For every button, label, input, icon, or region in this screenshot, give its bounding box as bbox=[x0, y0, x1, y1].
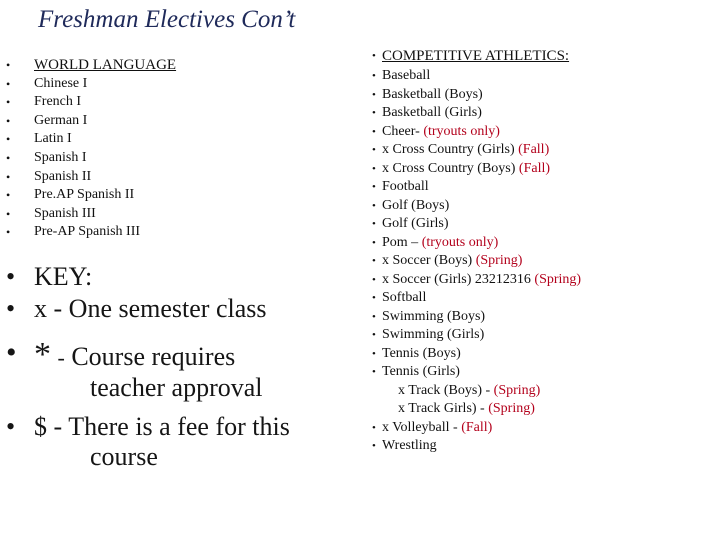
athletics-item: x Track Girls) - (Spring) bbox=[398, 401, 535, 416]
athletics-item: • x Soccer (Boys) (Spring) bbox=[372, 252, 581, 271]
athletics-item: • Tennis (Boys) bbox=[372, 345, 581, 364]
language-item: • Spanish II bbox=[6, 168, 176, 187]
key-fee-text: There is a fee for this bbox=[68, 412, 290, 441]
language-item: • Spanish I bbox=[6, 149, 176, 168]
athletics-note: (Fall) bbox=[461, 419, 493, 435]
key-star-text: Course requires bbox=[71, 342, 236, 371]
key-star-text-continued: teacher approval bbox=[90, 373, 263, 402]
athletics-note: (Fall) bbox=[518, 160, 551, 176]
bullet-icon: • bbox=[6, 336, 17, 369]
page-title: Freshman Electives Con’t bbox=[38, 6, 296, 33]
athletics-item: • Football bbox=[372, 178, 581, 197]
world-language-heading: • WORLD LANGUAGE bbox=[6, 56, 176, 75]
language-item: • Pre-AP Spanish III bbox=[6, 223, 176, 242]
key-title-row bbox=[6, 262, 346, 294]
athletics-item: • Basketball (Girls) bbox=[372, 104, 581, 123]
athletics-note: (Spring) bbox=[475, 253, 523, 268]
athletics-note: (tryouts only) bbox=[421, 234, 499, 250]
athletics-note: (Spring) bbox=[488, 401, 535, 416]
athletics-item: • Swimming (Girls) bbox=[372, 326, 581, 345]
language-item: • Spanish III bbox=[6, 205, 176, 224]
athletics-item: • Softball bbox=[372, 289, 581, 308]
athletics-item: x Track (Boys) - (Spring) bbox=[398, 382, 541, 398]
athletics-item: • Baseball bbox=[372, 67, 581, 86]
athletics-item: • Golf (Boys) bbox=[372, 197, 581, 216]
key-x-symbol: x - bbox=[34, 294, 63, 323]
athletics-item: • Swimming (Boys) bbox=[372, 308, 581, 327]
key-legend bbox=[6, 262, 346, 472]
key-one-semester-row bbox=[6, 294, 346, 340]
key-fee-text-continued: course bbox=[90, 442, 158, 471]
athletics-note: (tryouts only) bbox=[423, 123, 500, 139]
language-item: • German I bbox=[6, 112, 176, 131]
key-star-symbol: * bbox=[34, 336, 51, 373]
bullet-icon: • bbox=[6, 412, 16, 441]
athletics-note: (Fall) bbox=[518, 142, 550, 157]
language-item: • Chinese I bbox=[6, 75, 176, 94]
athletics-item: • Cheer- (tryouts only) bbox=[372, 123, 581, 142]
athletics-item: • x Soccer (Girls) 23212316 (Spring) bbox=[372, 271, 581, 290]
athletics-item: • x Cross Country (Girls) (Fall) bbox=[372, 141, 581, 160]
athletics-item: • Pom – (tryouts only) bbox=[372, 234, 581, 253]
athletics-item: • x Volleyball - (Fall) bbox=[372, 419, 581, 438]
bullet-icon: • bbox=[6, 262, 16, 291]
athletics-item: • Tennis (Girls) bbox=[372, 363, 581, 382]
language-item: • Latin I bbox=[6, 130, 176, 149]
athletics-note: (Spring) bbox=[534, 271, 582, 287]
bullet-icon: • bbox=[6, 294, 16, 323]
key-fee-symbol: $ - bbox=[34, 412, 63, 441]
athletics-note: (Spring) bbox=[493, 382, 541, 398]
language-item: • Pre.AP Spanish II bbox=[6, 186, 176, 205]
language-item: • French I bbox=[6, 93, 176, 112]
athletics-heading: • COMPETITIVE ATHLETICS: bbox=[372, 47, 581, 67]
key-fee-row bbox=[6, 412, 346, 472]
key-star-dash: - bbox=[57, 345, 65, 370]
athletics-item: • Wrestling bbox=[372, 437, 581, 456]
key-x-text: One semester class bbox=[68, 294, 267, 323]
world-language-list bbox=[6, 56, 176, 242]
athletics-item: • x Cross Country (Boys) (Fall) bbox=[372, 160, 581, 179]
key-title: KEY: bbox=[34, 262, 93, 291]
key-approval-row bbox=[6, 336, 346, 412]
athletics-item: • Basketball (Boys) bbox=[372, 86, 581, 105]
athletics-list bbox=[372, 47, 581, 456]
athletics-item: • Golf (Girls) bbox=[372, 215, 581, 234]
